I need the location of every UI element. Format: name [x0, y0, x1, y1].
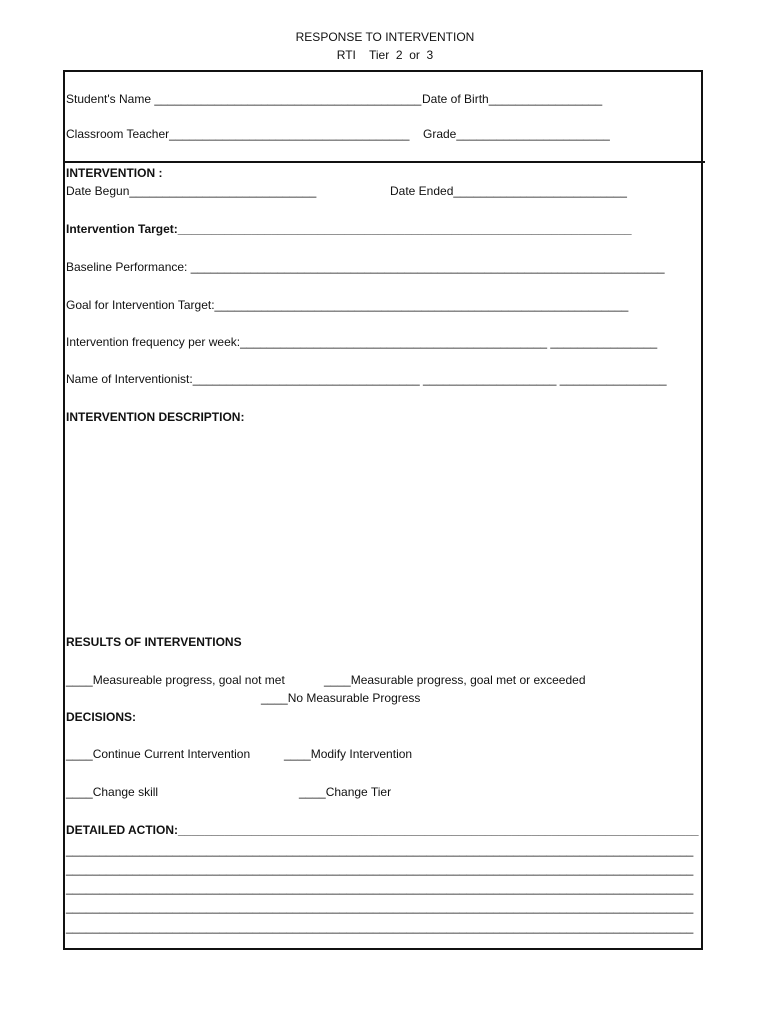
- form-frame: [63, 70, 703, 950]
- option-change-skill[interactable]: ____Change skill: [66, 785, 159, 799]
- detailed-action-heading[interactable]: DETAILED ACTION:______________________________________________________________________________: [66, 823, 699, 837]
- option-goal-met[interactable]: ____Measurable progress, goal met or exceeded: [324, 673, 586, 687]
- detailed-action-line[interactable]: ______________________________________________________________________________________________: [66, 900, 694, 914]
- frequency-field[interactable]: Intervention frequency per week:______________________________________________ ________________: [66, 335, 658, 349]
- section-divider: [63, 161, 705, 163]
- intervention-target-field[interactable]: Intervention Target:____________________________________________________________________: [66, 222, 632, 236]
- goal-field[interactable]: Goal for Intervention Target:______________________________________________________________: [66, 298, 629, 312]
- option-change-tier[interactable]: ____Change Tier: [299, 785, 392, 799]
- intervention-description-heading: INTERVENTION DESCRIPTION:: [66, 410, 245, 424]
- classroom-teacher-field[interactable]: Classroom Teacher____________________________________: [66, 127, 410, 141]
- interventionist-field[interactable]: Name of Interventionist:__________________________________ ____________________ ________________: [66, 372, 667, 386]
- student-name-field[interactable]: Student's Name ________________________________________: [66, 92, 422, 106]
- detailed-action-line[interactable]: ______________________________________________________________________________________________: [66, 881, 694, 895]
- detailed-action-line[interactable]: ______________________________________________________________________________________________: [66, 920, 694, 934]
- detailed-action-line[interactable]: ______________________________________________________________________________________________: [66, 843, 694, 857]
- date-of-birth-field[interactable]: Date of Birth_________________: [422, 92, 603, 106]
- option-no-progress[interactable]: ____No Measurable Progress: [261, 691, 421, 705]
- grade-field[interactable]: Grade_______________________: [423, 127, 610, 141]
- baseline-performance-field[interactable]: Baseline Performance: _______________________________________________________________________: [66, 260, 665, 274]
- date-begun-field[interactable]: Date Begun____________________________: [66, 184, 317, 198]
- intervention-heading: INTERVENTION :: [66, 166, 163, 180]
- option-modify-intervention[interactable]: ____Modify Intervention: [284, 747, 413, 761]
- form-subtitle: RTI Tier 2 or 3: [336, 48, 434, 62]
- date-ended-field[interactable]: Date Ended__________________________: [390, 184, 627, 198]
- decisions-heading: DECISIONS:: [66, 710, 137, 724]
- results-heading: RESULTS OF INTERVENTIONS: [66, 635, 242, 649]
- option-goal-not-met[interactable]: ____Measureable progress, goal not met: [66, 673, 285, 687]
- form-title: RESPONSE TO INTERVENTION: [295, 30, 475, 44]
- option-continue-intervention[interactable]: ____Continue Current Intervention: [66, 747, 251, 761]
- detailed-action-line[interactable]: ______________________________________________________________________________________________: [66, 862, 694, 876]
